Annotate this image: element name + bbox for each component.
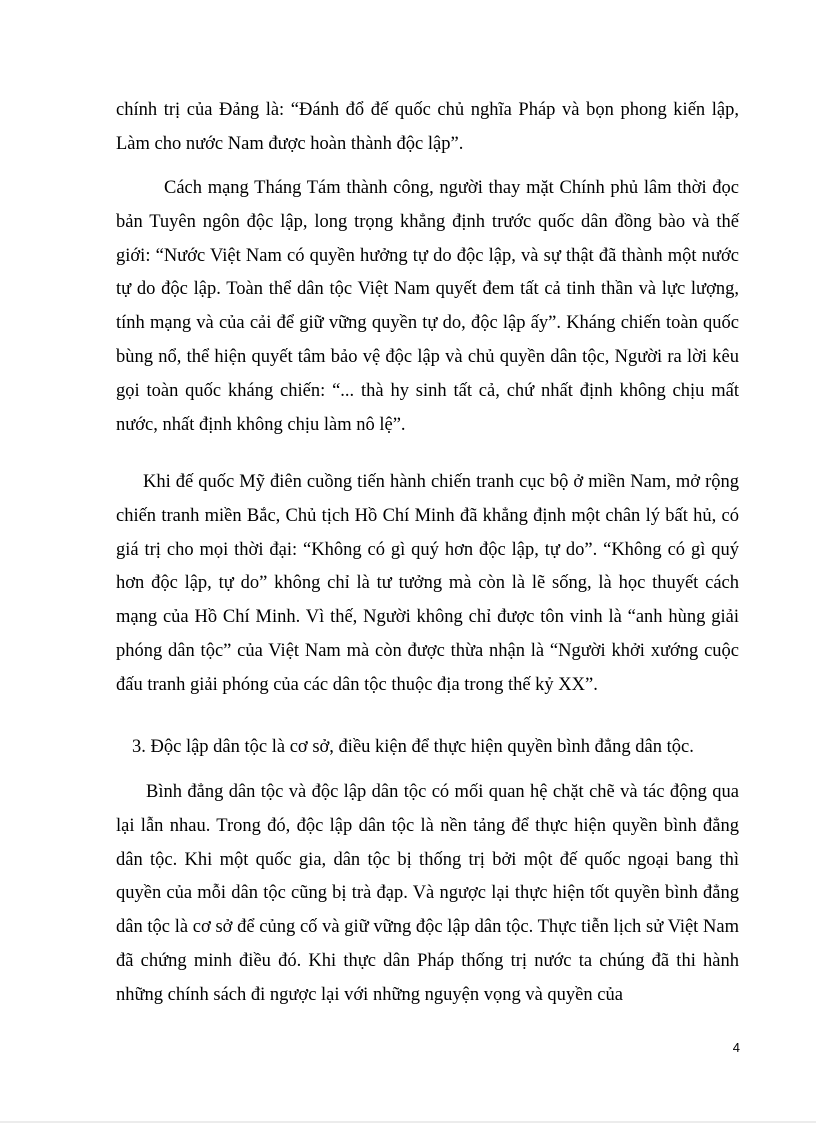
page-number: 4 [732, 1040, 740, 1055]
paragraph-independence-freedom: Khi đế quốc Mỹ điên cuồng tiến hành chiến tranh cục bộ ở miền Nam, mở rộng chiến tranh miền Bắc, Chủ tịch Hồ Chí Minh đã khẳng định một chân lý bất hủ, có giá trị cho mọi thời đại: “Không có gì quý hơn độc lập, tự do”. “Không có gì quý hơn độc lập, tự do” không chỉ là tư tưởng mà còn là lẽ sống, là học thuyết cách mạng của Hồ Chí Minh. Vì thế, Người không chỉ được tôn vinh là “anh hùng giải phóng dân tộc” của Việt Nam mà còn được thừa nhận là “Người khởi xướng cuộc đấu tranh giải phóng của các dân tộc thuộc địa trong thế kỷ XX”. [116, 472, 739, 695]
paragraph-august-revolution: Cách mạng Tháng Tám thành công, người thay mặt Chính phủ lâm thời đọc bản Tuyên ngôn độc lập, long trọng khẳng định trước quốc dân đồng bào và thế giới: “Nước Việt Nam có quyền hưởng tự do độc lập, và sự thật đã thành một nước tự do độc lập. Toàn thể dân tộc Việt Nam quyết đem tất cả tinh thần và lực lượng, tính mạng và của cải để giữ vững quyền tự do, độc lập ấy”. Kháng chiến toàn quốc bùng nổ, thể hiện quyết tâm bảo vệ độc lập và chủ quyền dân tộc, Người ra lời kêu gọi toàn quốc kháng chiến: “... thà hy sinh tất cả, chứ nhất định không chịu mất nước, nhất định không chịu làm nô lệ”. [116, 178, 739, 435]
paragraph-party-platform: chính trị của Đảng là: “Đánh đổ đế quốc chủ nghĩa Pháp và bọn phong kiến lập, Làm cho nước Nam được hoàn thành độc lập”. [116, 100, 739, 154]
section-heading-3: 3. Độc lập dân tộc là cơ sở, điều kiện để thực hiện quyền bình đẳng dân tộc. [132, 737, 694, 757]
paragraph-national-equality: Bình đẳng dân tộc và độc lập dân tộc có mối quan hệ chặt chẽ và tác động qua lại lẫn nhau. Trong đó, độc lập dân tộc là nền tảng để thực hiện quyền bình đẳng dân tộc. Khi một quốc gia, dân tộc bị thống trị bởi một đế quốc ngoại bang thì quyền của mỗi dân tộc cũng bị trà đạp. Và ngược lại thực hiện tốt quyền bình đẳng dân tộc là cơ sở để củng cố và giữ vững độc lập dân tộc. Thực tiễn lịch sử Việt Nam đã chứng minh điều đó. Khi thực dân Pháp thống trị nước ta chúng đã thi hành những chính sách đi ngược lại với những nguyện vọng và quyền của [116, 782, 739, 1005]
